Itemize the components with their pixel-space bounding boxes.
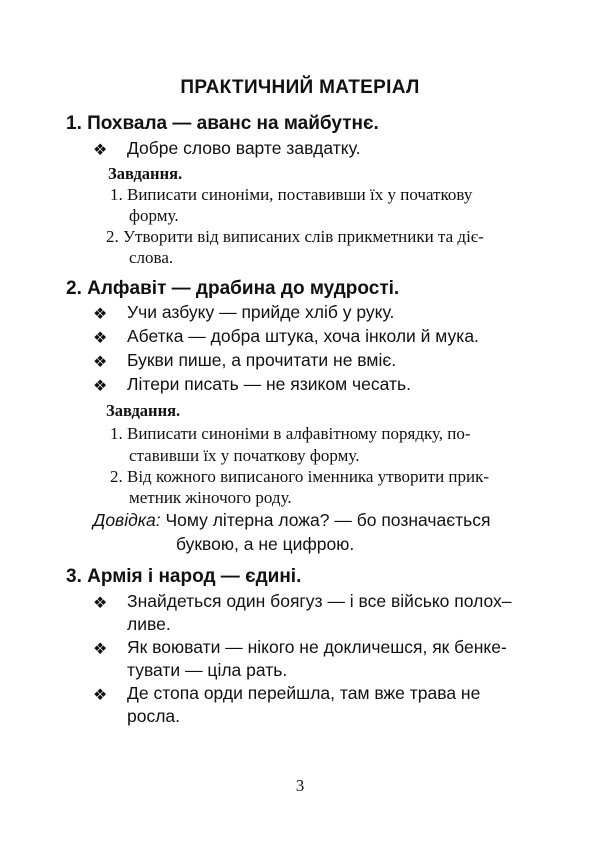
- section-3-heading: 3. Армія і народ — єдині.: [66, 566, 302, 587]
- section-1-heading: 1. Похвала — аванс на майбутнє.: [66, 113, 379, 134]
- page-title: ПРАКТИЧНИЙ МАТЕРІАЛ: [180, 77, 420, 98]
- section-1-task-2-line-1: 2. Утворити від виписаних слів прикметники та діє-: [106, 227, 484, 246]
- section-2-proverb-4: Літери писать — не язиком чесать.: [127, 374, 411, 394]
- section-3-proverb-2-line-2: тувати — ціла рать.: [127, 660, 288, 680]
- page-number: 3: [295, 776, 305, 795]
- bullet-diamond-icon: ❖: [93, 378, 108, 395]
- bullet-diamond-icon: ❖: [93, 687, 108, 704]
- note-text-line-1: Чому літерна ложа? — бо позначається: [165, 510, 491, 530]
- section-3-proverb-3-line-2: росла.: [127, 706, 181, 726]
- section-3-proverb-3-line-1: Де стопа орди перейшла, там вже трава не: [127, 683, 481, 703]
- section-3-proverb-1-line-1: Знайдеться один боягуз — і все військо полох–: [127, 591, 512, 611]
- section-2-task-2-line-1: 2. Від кожного виписаного іменника утворити прик-: [110, 467, 490, 486]
- section-1-proverb-1: Добре слово варте завдатку.: [127, 138, 361, 158]
- bullet-diamond-icon: ❖: [93, 354, 108, 371]
- section-2-heading: 2. Алфавіт — драбина до мудрості.: [66, 278, 400, 299]
- note-label: Довідка:: [93, 510, 161, 530]
- section-1-task-2-line-2: слова.: [129, 248, 174, 267]
- section-2-task-heading: Завдання.: [106, 401, 181, 420]
- section-1-task-heading: Завдання.: [108, 164, 183, 183]
- section-2-proverb-3: Букви пише, а прочитати не вміє.: [127, 350, 397, 370]
- section-3-proverb-1-line-2: ливе.: [127, 614, 171, 634]
- section-2-task-2-line-2: метник жіночого роду.: [129, 488, 292, 507]
- section-1-task-1-line-2: форму.: [129, 206, 179, 225]
- bullet-diamond-icon: ❖: [93, 142, 108, 159]
- bullet-diamond-icon: ❖: [93, 330, 108, 347]
- section-2-note: [93, 510, 491, 531]
- bullet-diamond-icon: ❖: [93, 595, 108, 612]
- section-1-task-1-line-1: 1. Виписати синоніми, поставивши їх у початкову: [110, 185, 473, 204]
- bullet-diamond-icon: ❖: [93, 306, 108, 323]
- section-2-proverb-2: Абетка — добра штука, хоча інколи й мука.: [127, 326, 479, 346]
- section-3-proverb-2-line-1: Як воювати — нікого не докличешся, як бенке-: [127, 637, 507, 657]
- section-2-task-1-line-2: ставивши їх у початкову форму.: [129, 446, 360, 465]
- section-2-task-1-line-1: 1. Виписати синоніми в алфавітному порядку, по-: [110, 424, 471, 443]
- note-text-line-2: буквою, а не цифрою.: [176, 534, 355, 554]
- section-2-proverb-1: Учи азбуку — прийде хліб у руку.: [127, 302, 395, 322]
- bullet-diamond-icon: ❖: [93, 641, 108, 658]
